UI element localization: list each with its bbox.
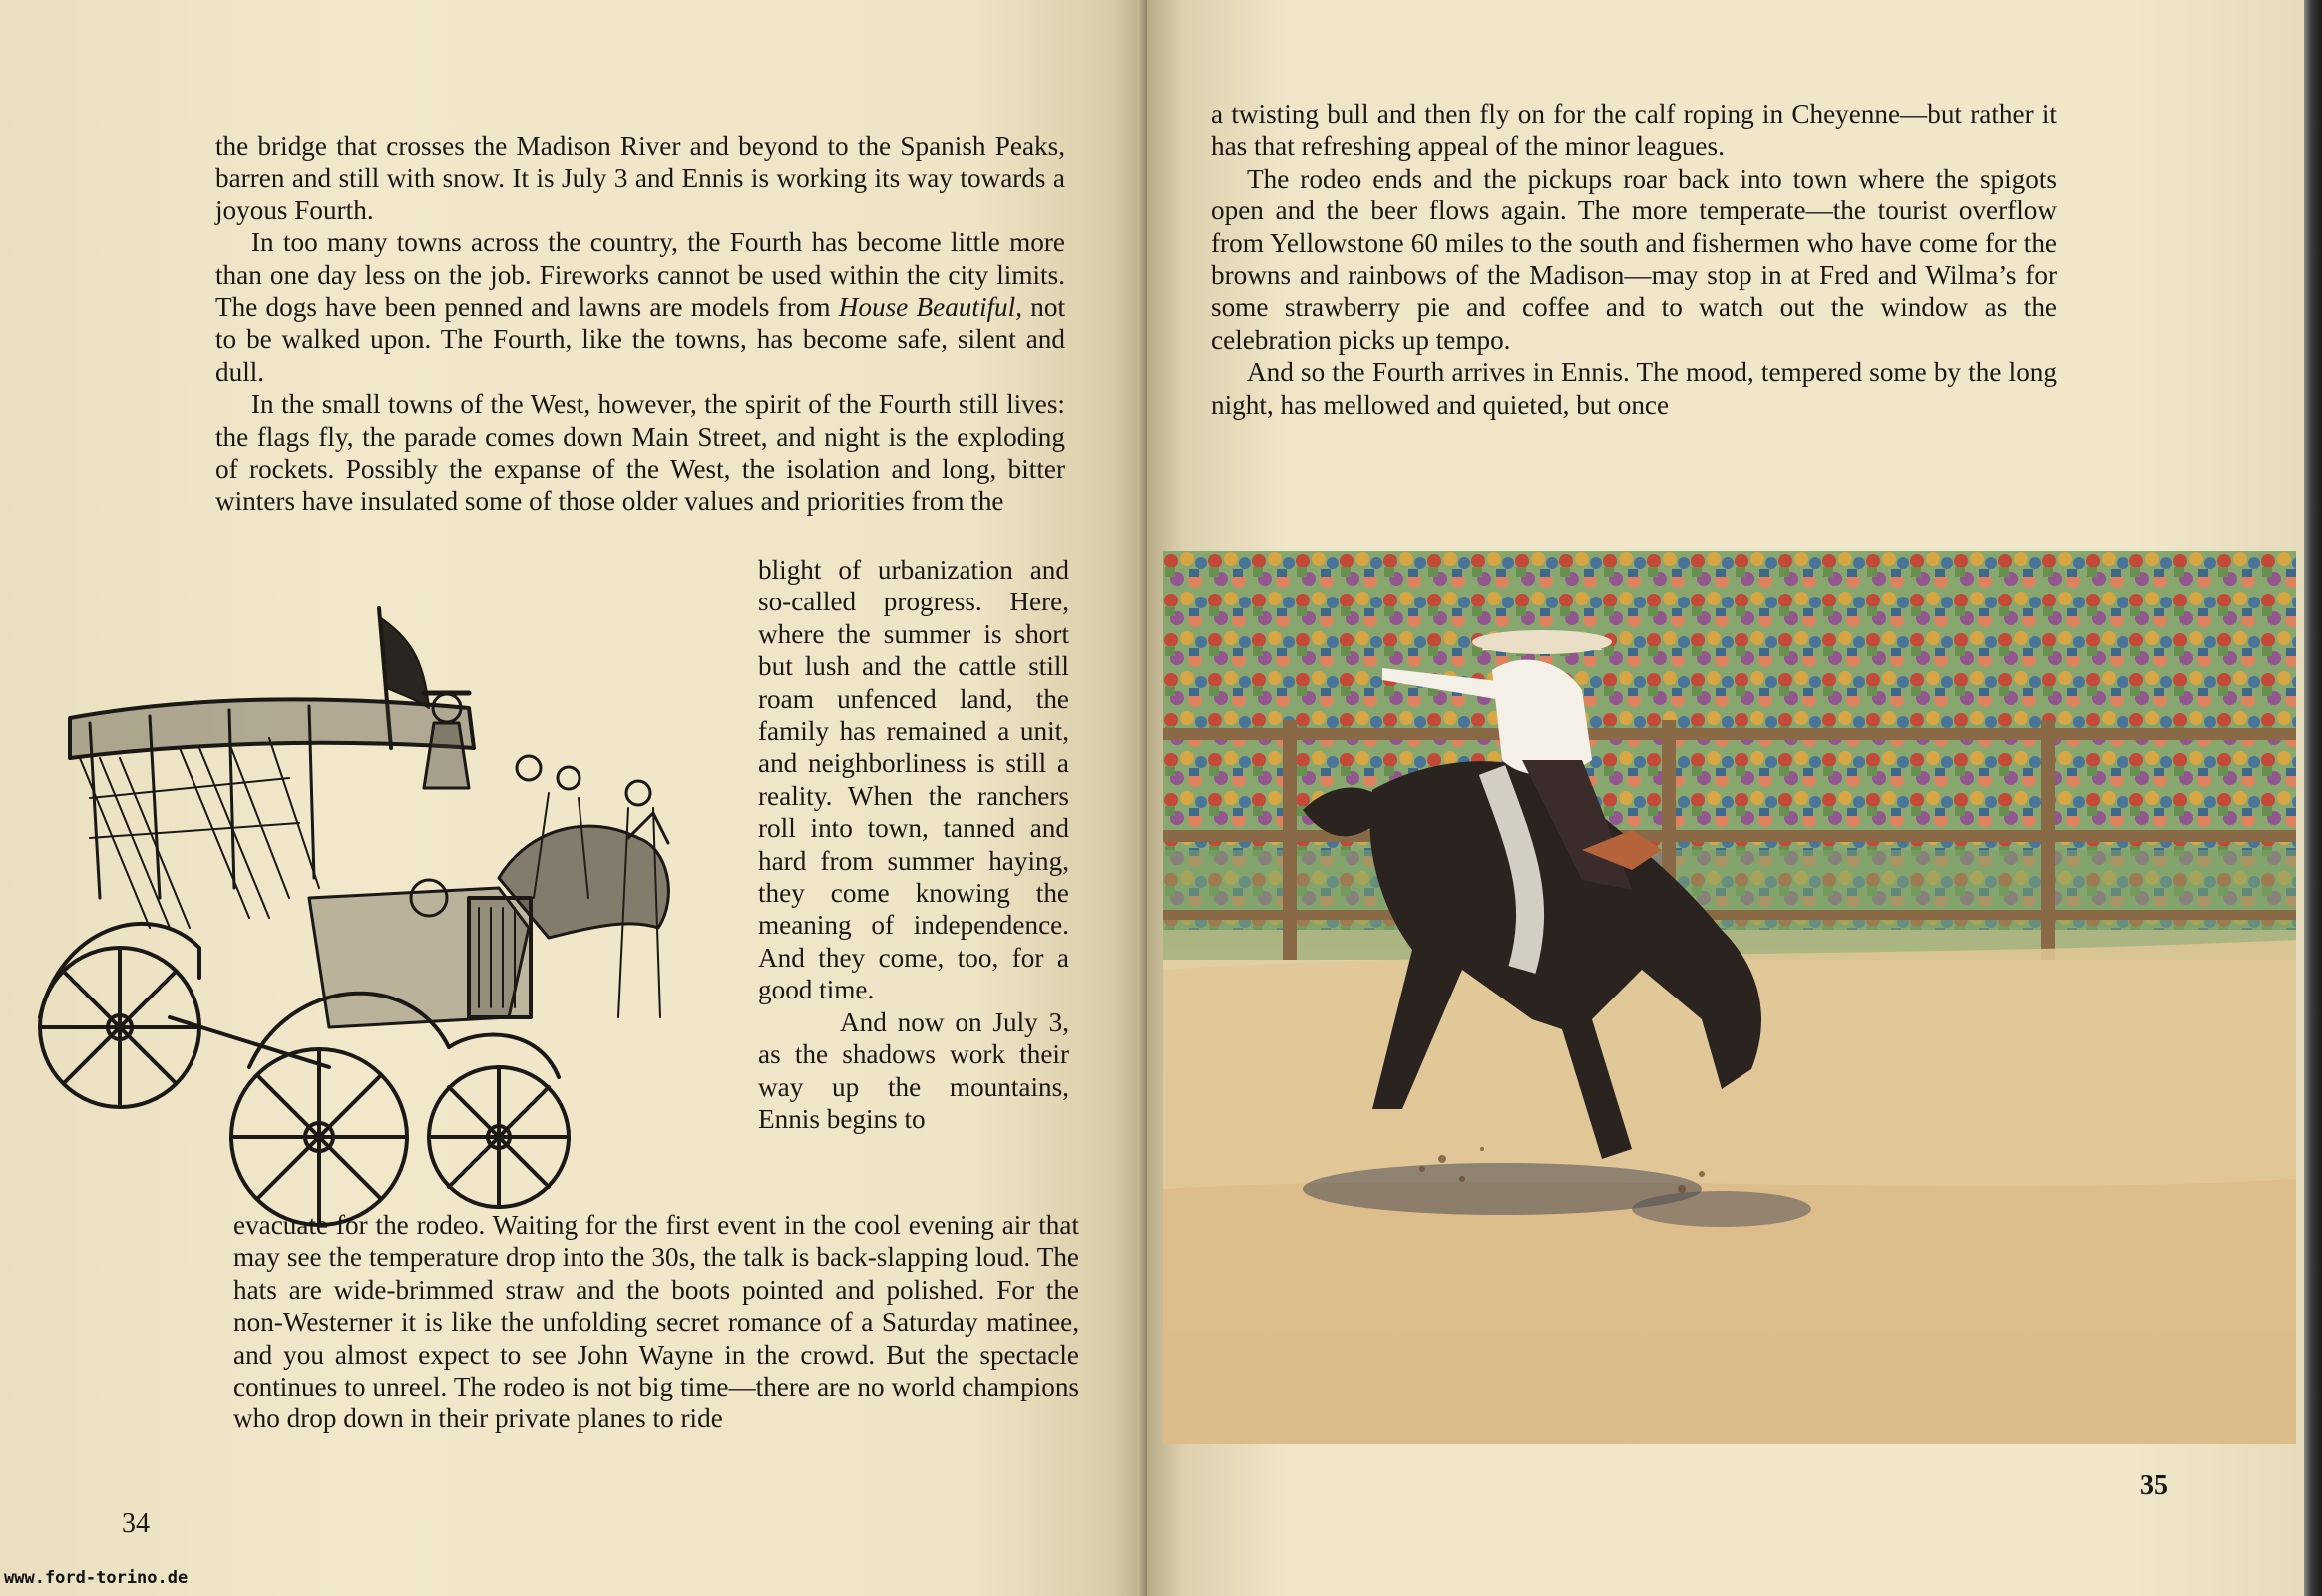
paragraph: In the small towns of the West, however, the spirit of the Fourth still lives: the flags fly, the parade comes down Main Street, and night is the exploding of rockets. Possibly the expanse of the West, the isolation and long, bitter winters have insulated some of those older values and priorities from the: [215, 389, 1065, 517]
paragraph: The rodeo ends and the pickups roar back into town where the spigots open and the beer flows again. The more temperate—the tourist overflow from Yellowstone 60 miles to the south and fishermen who have come for the browns and rainbows of the Madison—may stop in at Fred and Wilma’s for some strawberry pie and coffee and to watch out the window as the celebration picks up tempo.: [1211, 163, 2057, 355]
paragraph: the bridge that crosses the Madison River and beyond to the Spanish Peaks, barren and still with snow. It is July 3 and Ennis is working its way towards a joyous Fourth.: [215, 131, 1065, 225]
paragraph: In too many towns across the country, the Fourth has become little more than one day less on the job. Fireworks cannot be used within the city limits. The dogs have been penned and lawns are models from House Beautiful, not to be walked upon. The Fourth, like the towns, has become safe, silent and dull.: [215, 227, 1066, 387]
magazine-title: House Beautiful,: [838, 292, 1022, 323]
left-text-narrow: [758, 554, 1069, 1135]
paragraph: blight of urbanization and so-called progress. Here, where the summer is short but lush and the cattle still roam unfenced land, the family has remained a unit, and neighborliness is still a reality. When the ranchers roll into town, tanned and hard from summer haying, they come knowing the meaning of independence. And they come, too, for a good time.: [758, 555, 1069, 1005]
watermark: www.ford-torino.de: [4, 1568, 189, 1588]
page-edge: [2304, 0, 2322, 1596]
left-text-top: [215, 130, 1065, 518]
page-number-left: 34: [122, 1508, 150, 1539]
vintage-car-sketch-icon: [30, 598, 738, 1277]
paragraph: And so the Fourth arrives in Ennis. The mood, tempered some by the long night, has mellowed and quieted, but once: [1211, 357, 2057, 420]
rodeo-bronc-rider-painting-icon: [1163, 551, 2296, 1444]
right-text: [1211, 98, 2057, 421]
paragraph: And now on July 3, as the shadows work their way up the mountains, Ennis begins to: [758, 1006, 1069, 1134]
paragraph: evacuate for the rodeo. Waiting for the first event in the cool evening air that may see the temperature drop into the 30s, the talk is back-slapping loud. The hats are wide-brimmed straw and the boots pointed and polished. For the non-Westerner it is like the unfolding secret romance of a Saturday matinee, and you almost expect to see John Wayne in the crowd. But the spectacle continues to unreel. The rodeo is not big time—there are no world champions who drop down in their private planes to ride: [233, 1210, 1079, 1434]
paragraph: a twisting bull and then fly on for the calf roping in Cheyenne—but rather it has that refreshing appeal of the minor leagues.: [1211, 99, 2057, 162]
page-number-right: 35: [2140, 1470, 2168, 1501]
